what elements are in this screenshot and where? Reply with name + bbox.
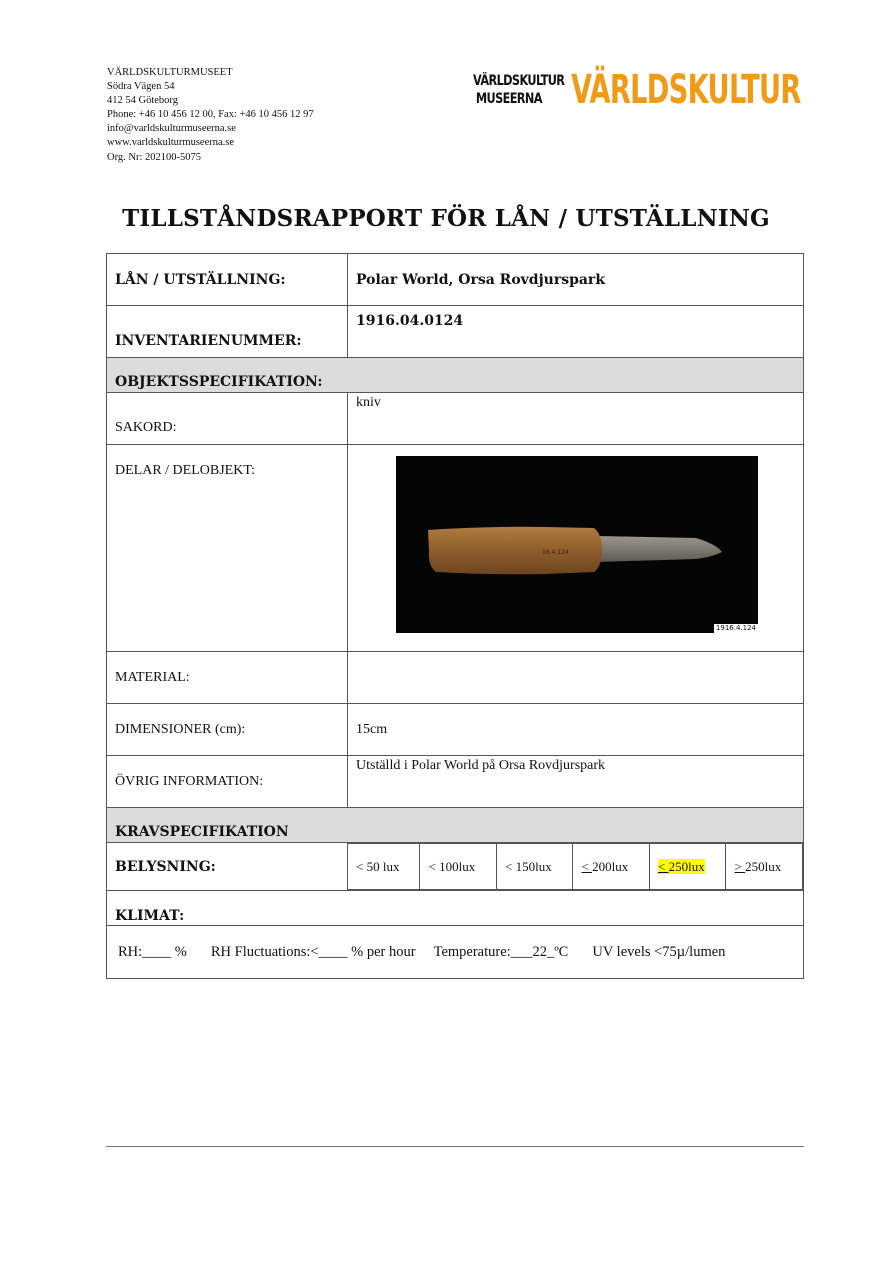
knife-image [396,456,758,633]
lighting-options-row [348,844,803,890]
kravspec-header: KRAVSPECIFIKATION [107,808,804,843]
delar-label: DELAR / DELOBJEKT: [107,445,348,652]
other-info-value: Utställd i Polar World på Orsa Rovdjurspark [348,756,804,808]
material-value [348,652,804,704]
lux-option [726,844,803,890]
org-website: www.varldskulturmuseerna.se [107,137,235,149]
delar-photo-cell [348,445,804,652]
lux-value: 250lux [668,858,705,874]
logo-big-text: VÄRLDSKULTUR [571,67,801,113]
material-label: MATERIAL: [107,652,348,704]
lux-prefix: < [657,858,669,874]
photo-caption: 1916.4.124 [715,624,756,632]
knife-blade [596,536,722,562]
lux-prefix: > [734,858,746,874]
lux-prefix: < [581,858,593,874]
knife-handle [428,527,602,574]
climate-label: KLIMAT: [107,891,804,926]
row-objspec-header [107,358,804,393]
row-dimensions [107,704,804,756]
lighting-options-cell [348,843,804,891]
temperature-label: Temperature: [433,943,511,960]
lux-prefix: < [356,858,367,874]
temperature-unit: ºC [554,943,569,960]
temperature-value: 22 [532,943,547,960]
row-material [107,652,804,704]
org-email: info@varldskulturmuseerna.se [107,123,236,135]
org-phone: Phone: +46 10 456 12 00, Fax: +46 10 456 12 97 [107,109,314,121]
other-info-label: ÖVRIG INFORMATION: [107,756,348,808]
lux-value: 250lux [745,858,782,874]
lux-option [420,844,497,890]
lighting-options [348,843,803,890]
lux-option [649,844,726,890]
page-title: TILLSTÅNDSRAPPORT FÖR LÅN / UTSTÄLLNING [122,205,770,232]
organization-address [107,66,314,165]
row-sakord [107,393,804,445]
temperature-field [511,944,555,961]
dimensions-value: 15cm [348,704,804,756]
logo-line-1: VÄRLDSKULTUR [473,73,565,89]
svg-text:16.4.124: 16.4.124 [542,549,569,556]
inventory-value: 1916.04.0124 [348,306,804,358]
lux-option [573,844,650,890]
org-name: VÄRLDSKULTURMUSEET [107,67,233,78]
loan-value: Polar World, Orsa Rovdjurspark [348,254,804,306]
rh-fluctuations: RH Fluctuations:<____ % per hour [210,943,416,960]
row-delar [107,445,804,652]
row-climate-values [107,926,804,979]
rh-value: RH:____ % [118,943,187,960]
lux-option [496,844,573,890]
row-inventory [107,306,804,358]
lux-prefix: < [428,858,440,874]
sakord-value: kniv [348,393,804,445]
temperature-blank-pre: ___ [510,943,533,960]
row-climate-header [107,891,804,926]
lux-value: 200lux [592,858,629,874]
row-lighting [107,843,804,891]
uv-levels: UV levels <75µ/lumen [592,943,726,960]
lux-value: 100lux [439,858,476,874]
photo-container [348,445,803,651]
condition-report-table [106,253,804,979]
objspec-header: OBJEKTSSPECIFIKATION: [107,358,804,393]
logo-line-2: MUSEERNA [475,91,542,107]
temperature-blank-post: _ [546,943,555,960]
logo-small-text [473,72,565,108]
footer-rule [106,1146,804,1147]
climate-line [118,944,795,961]
lux-option [348,844,420,890]
knife-photo [396,456,758,633]
row-kravspec-header [107,808,804,843]
lux-prefix: < [504,858,516,874]
org-number: Org. Nr: 202100-5075 [107,151,202,163]
climate-values-cell [107,926,804,979]
org-street: Södra Vägen 54 [107,81,175,93]
lighting-label: BELYSNING: [107,843,348,891]
loan-label: LÅN / UTSTÄLLNING: [107,254,348,306]
row-other-info [107,756,804,808]
lux-value: 50 lux [366,858,400,874]
sakord-label: SAKORD: [107,393,348,445]
inventory-label: INVENTARIENUMMER: [107,306,348,358]
org-city: 412 54 Göteborg [107,95,178,107]
lux-value: 150lux [515,858,552,874]
dimensions-label: DIMENSIONER (cm): [107,704,348,756]
row-loan [107,254,804,306]
